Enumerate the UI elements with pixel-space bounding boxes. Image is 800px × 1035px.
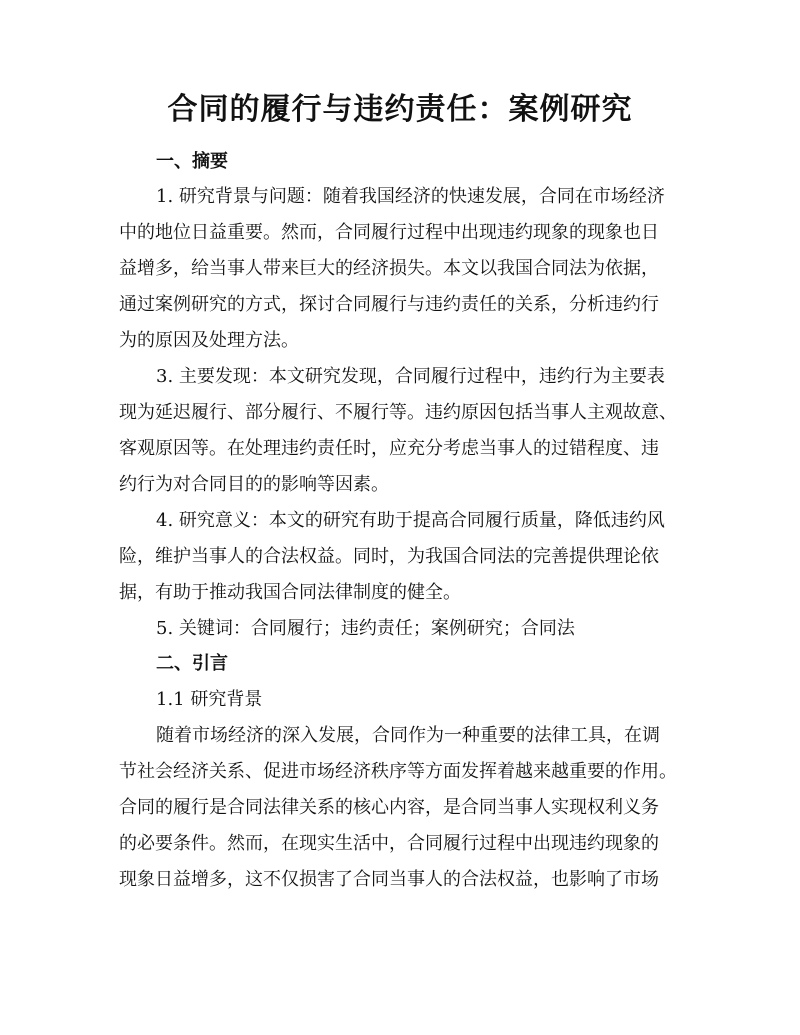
intro-p1-line-5: 现象日益增多，这不仅损害了合同当事人的合法权益，也影响了市场: [119, 869, 659, 890]
intro-p1-line-1: 随着市场经济的深入发展，合同作为一种重要的法律工具，在调: [156, 725, 660, 746]
intro-p1-line-2: 节社会经济关系、促进市场经济秩序等方面发挥着越来越重要的作用。: [119, 761, 677, 782]
abstract-p1-line-1: 1. 研究背景与问题：随着我国经济的快速发展，合同在市场经济: [156, 186, 665, 207]
abstract-p4-line-2: 险，维护当事人的合法权益。同时，为我国合同法的完善提供理论依: [119, 546, 659, 567]
abstract-p1-line-5: 为的原因及处理方法。: [119, 330, 299, 351]
intro-p1-line-3: 合同的履行是合同法律关系的核心内容，是合同当事人实现权利义务: [119, 797, 659, 818]
section-heading-intro: 二、引言: [156, 653, 228, 674]
abstract-p3-line-2: 现为延迟履行、部分履行、不履行等。违约原因包括当事人主观故意、: [119, 402, 677, 423]
section-heading-abstract: 一、摘要: [156, 151, 228, 172]
abstract-p3-line-4: 约行为对合同目的的影响等因素。: [119, 474, 389, 495]
subsection-heading-1-1: 1.1 研究背景: [156, 689, 263, 710]
abstract-p1-line-2: 中的地位日益重要。然而，合同履行过程中出现违约现象的现象也日: [119, 222, 659, 243]
abstract-p3-line-3: 客观原因等。在处理违约责任时，应充分考虑当事人的过错程度、违: [119, 438, 659, 459]
abstract-p3-line-1: 3. 主要发现：本文研究发现，合同履行过程中，违约行为主要表: [156, 366, 665, 387]
abstract-p1-line-4: 通过案例研究的方式，探讨合同履行与违约责任的关系，分析违约行: [119, 294, 659, 315]
abstract-p4-line-1: 4. 研究意义：本文的研究有助于提高合同履行质量，降低违约风: [156, 510, 665, 531]
abstract-p1-line-3: 益增多，给当事人带来巨大的经济损失。本文以我国合同法为依据，: [119, 258, 659, 279]
abstract-keywords: 5. 关键词：合同履行；违约责任；案例研究；合同法: [156, 618, 575, 639]
abstract-p4-line-3: 据，有助于推动我国合同法律制度的健全。: [119, 582, 461, 603]
intro-p1-line-4: 的必要条件。然而，在现实生活中，合同履行过程中出现违约现象的: [119, 833, 659, 854]
document-title: 合同的履行与违约责任：案例研究: [167, 92, 633, 127]
